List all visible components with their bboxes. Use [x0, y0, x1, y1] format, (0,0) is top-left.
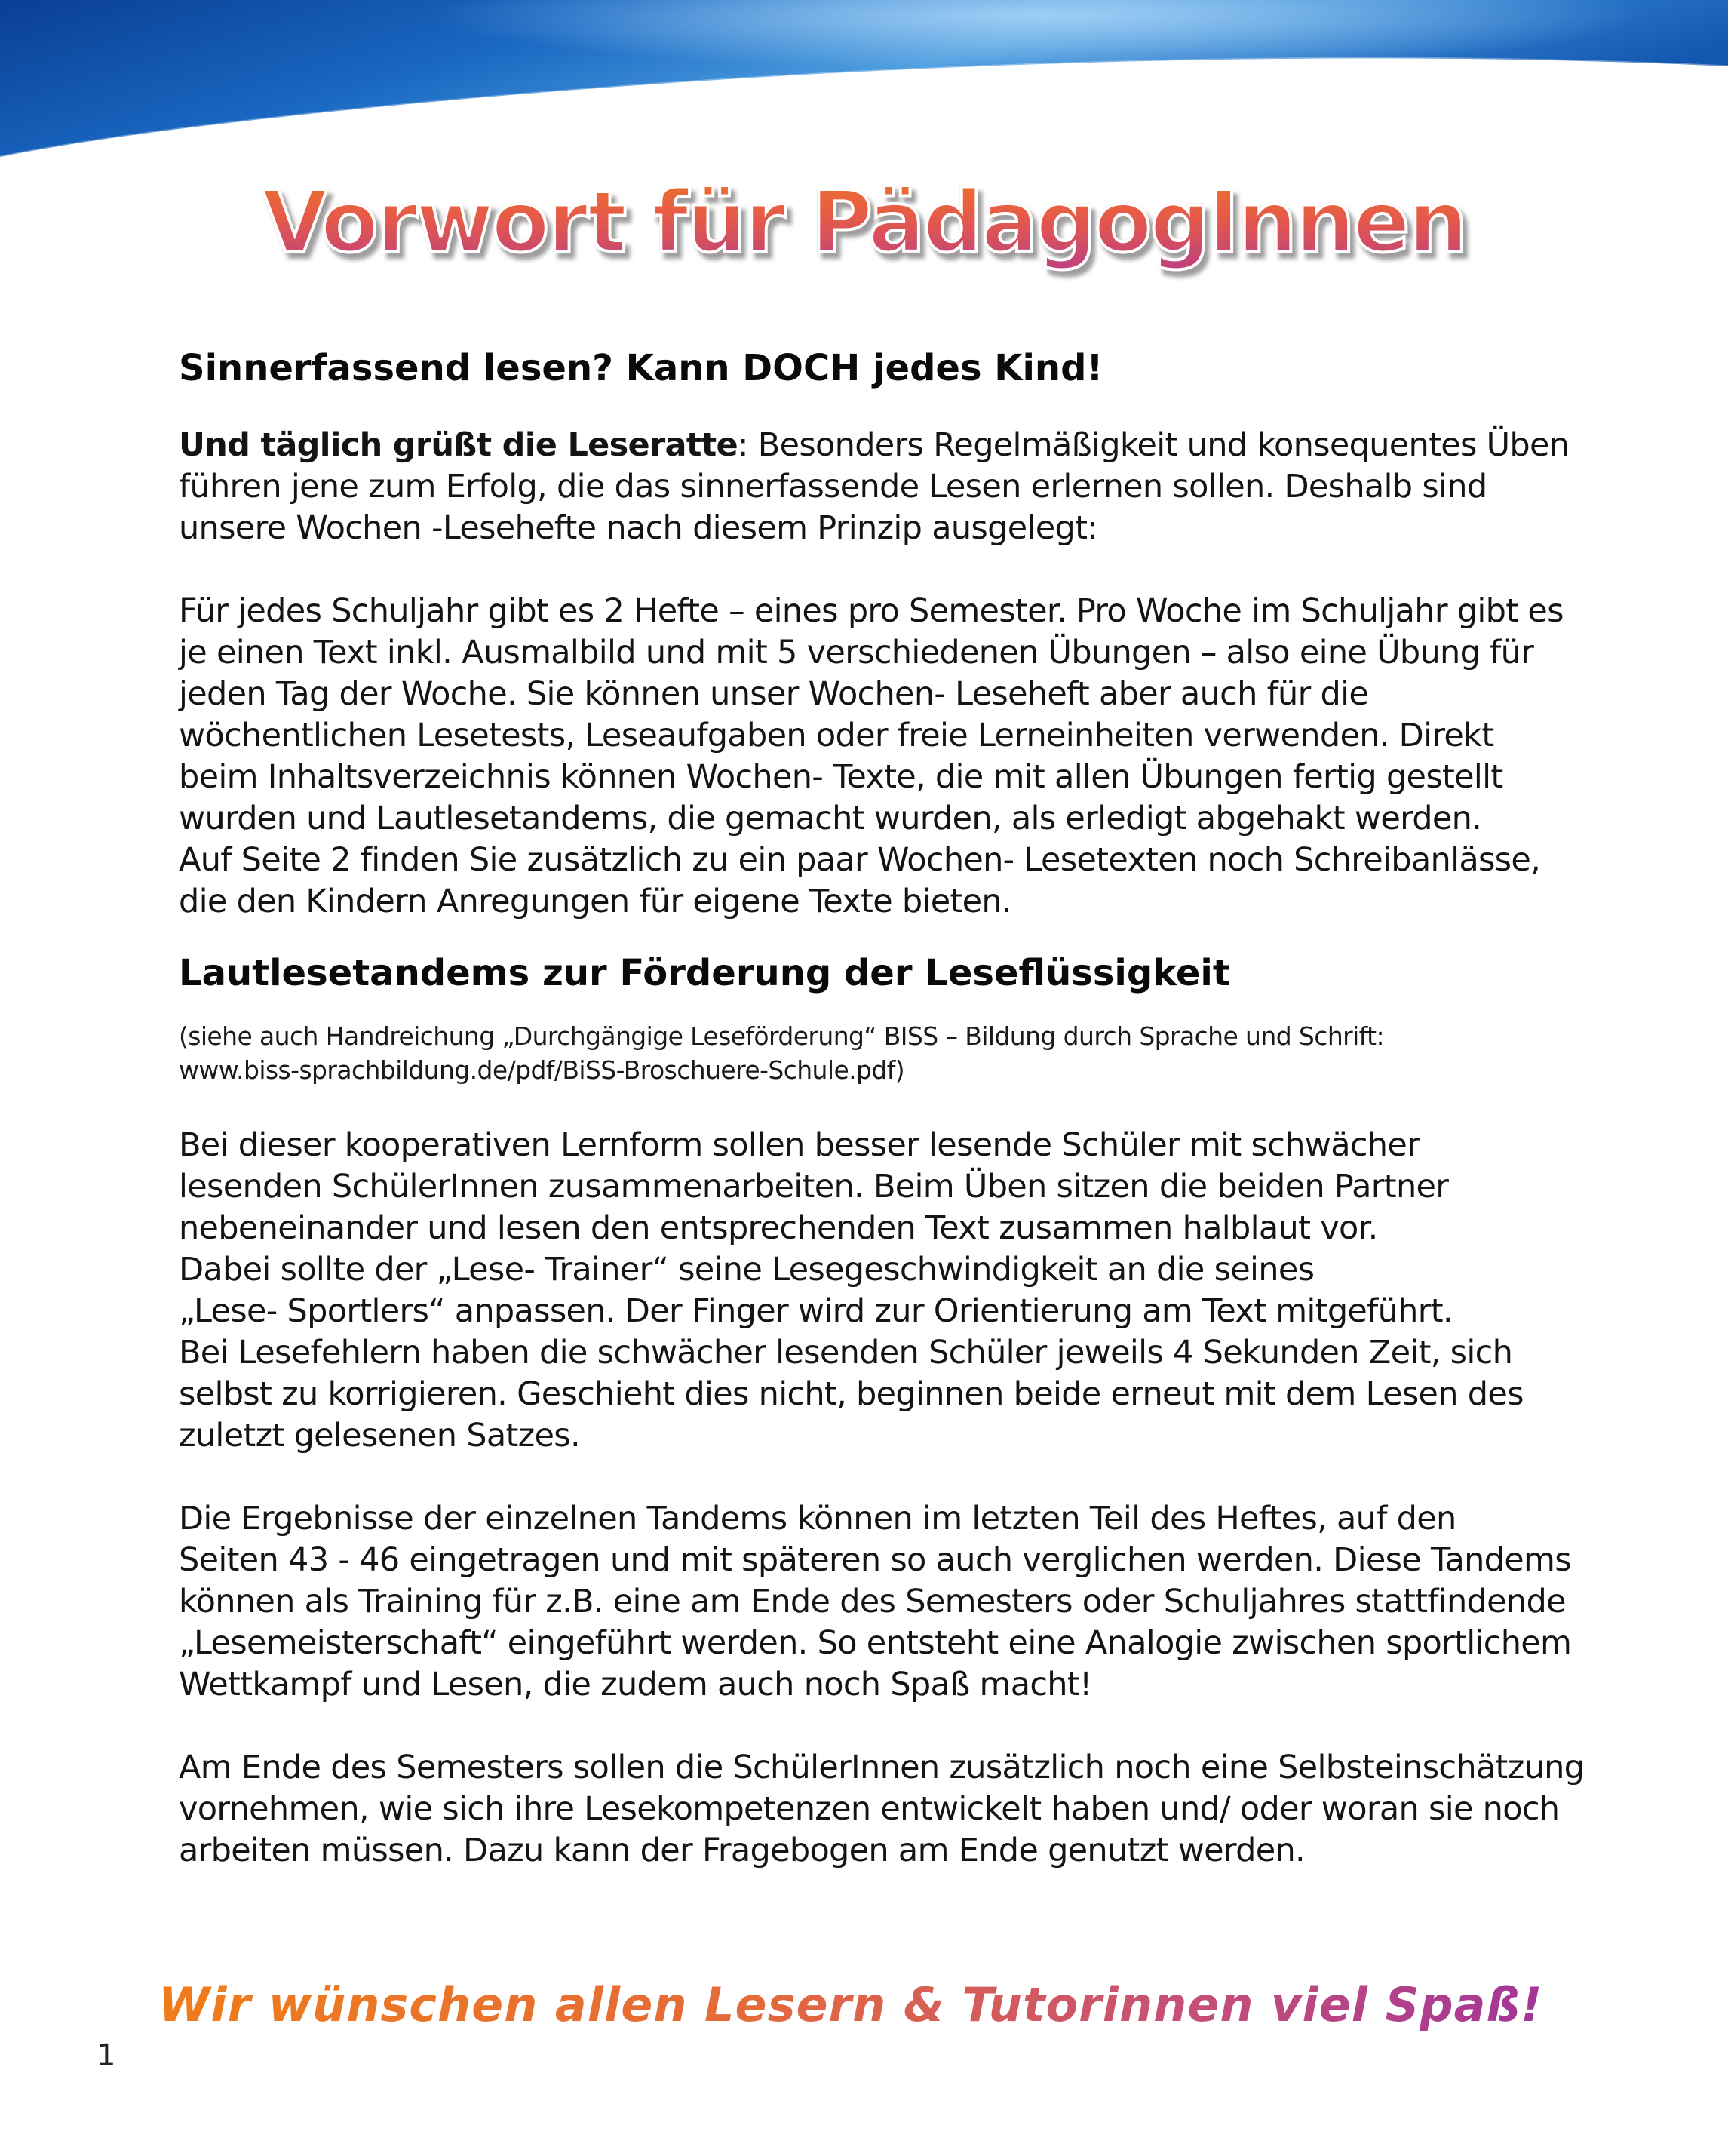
text-line: je einen Text inkl. Ausmalbild und mit 5 verschiedenen Übungen – also eine Übung für — [179, 634, 1534, 671]
text-line: Die Ergebnisse der einzelnen Tandems können im letzten Teil des Heftes, auf den — [179, 1500, 1456, 1537]
header-wave-decoration — [0, 0, 1728, 166]
text-line: die den Kindern Anregungen für eigene Texte bieten. — [179, 883, 1011, 920]
text-line: nebeneinander und lesen den entsprechenden Text zusammen halblaut vor. — [179, 1209, 1378, 1247]
reference-note — [179, 1019, 1612, 1087]
text-line: wöchentlichen Lesetests, Leseaufgaben oder freie Lerneinheiten verwenden. Direkt — [179, 717, 1494, 754]
reference-url: www.biss-sprachbildung.de/pdf/BiSS-Broschuere-Schule.pdf) — [179, 1055, 905, 1085]
text-line: Auf Seite 2 finden Sie zusätzlich zu ein paar Wochen- Lesetexten noch Schreibanlässe, — [179, 841, 1541, 879]
text-line: Für jedes Schuljahr gibt es 2 Hefte – eines pro Semester. Pro Woche im Schuljahr gibt es — [179, 592, 1564, 630]
page-number: 1 — [97, 2038, 116, 2073]
main-content — [179, 343, 1612, 1872]
text-line: Am Ende des Semesters sollen die SchülerInnen zusätzlich noch eine Selbsteinschätzung — [179, 1749, 1585, 1786]
paragraph-results — [179, 1498, 1612, 1706]
text-line: Bei dieser kooperativen Lernform sollen besser lesende Schüler mit schwächer — [179, 1126, 1420, 1164]
paragraph-self-assessment — [179, 1747, 1612, 1872]
paragraph-intro — [179, 425, 1612, 549]
text-line: wurden und Lautlesetandems, die gemacht wurden, als erledigt abgehakt werden. — [179, 800, 1482, 837]
text-line: „Lese- Sportlers“ anpassen. Der Finger wird zur Orientierung am Text mitgeführt. — [179, 1292, 1453, 1330]
text-line: : Besonders Regelmäßigkeit und konsequentes Üben — [738, 426, 1570, 464]
closing-greeting: Wir wünschen allen Lesern & Tutorinnen viel Spaß! — [158, 1960, 1637, 2050]
text-line: arbeiten müssen. Dazu kann der Fragebogen am Ende genutzt werden. — [179, 1832, 1306, 1869]
page-title: Vorwort für PädagogInnen — [0, 162, 1728, 283]
paragraph-booklets — [179, 591, 1612, 923]
text-line: zuletzt gelesenen Satzes. — [179, 1417, 580, 1454]
text-line: selbst zu korrigieren. Geschieht dies nicht, beginnen beide erneut mit dem Lesen des — [179, 1375, 1524, 1413]
section-heading-tandems: Lautlesetandems zur Förderung der Leseflüssigkeit — [179, 952, 1230, 994]
text-line: jeden Tag der Woche. Sie können unser Wochen- Leseheft aber auch für die — [179, 675, 1369, 713]
text-line: können als Training für z.B. eine am Ende des Semesters oder Schuljahres stattfindende — [179, 1583, 1566, 1620]
text-line: Bei Lesefehlern haben die schwächer lesenden Schüler jeweils 4 Sekunden Zeit, sich — [179, 1334, 1513, 1371]
text-line: unsere Wochen -Lesehefte nach diesem Prinzip ausgelegt: — [179, 509, 1098, 547]
paragraph-tandem-method — [179, 1125, 1612, 1457]
text-line: beim Inhaltsverzeichnis können Wochen- Texte, die mit allen Übungen fertig gestellt — [179, 758, 1503, 796]
text-line: Seiten 43 - 46 eingetragen und mit späteren so auch verglichen werden. Diese Tandems — [179, 1541, 1571, 1579]
section-heading-intro: Sinnerfassend lesen? Kann DOCH jedes Kind! — [179, 347, 1103, 389]
text-line: Dabei sollte der „Lese- Trainer“ seine Lesegeschwindigkeit an die seines — [179, 1251, 1315, 1288]
text-line: führen jene zum Erfolg, die das sinnerfassende Lesen erlernen sollen. Deshalb sind — [179, 468, 1487, 505]
text-line: (siehe auch Handreichung „Durchgängige Leseförderung“ BISS – Bildung durch Sprache und Schrift: — [179, 1021, 1384, 1051]
text-line: vornehmen, wie sich ihre Lesekompetenzen entwickelt haben und/ oder woran sie noch — [179, 1790, 1560, 1828]
text-line: „Lesemeisterschaft“ eingeführt werden. So entsteht eine Analogie zwischen sportlichem — [179, 1624, 1572, 1662]
text-line: Wettkampf und Lesen, die zudem auch noch Spaß macht! — [179, 1666, 1092, 1703]
paragraph-intro-lead: Und täglich grüßt die Leseratte — [179, 426, 738, 464]
text-line: lesenden SchülerInnen zusammenarbeiten. Beim Üben sitzen die beiden Partner — [179, 1168, 1449, 1205]
